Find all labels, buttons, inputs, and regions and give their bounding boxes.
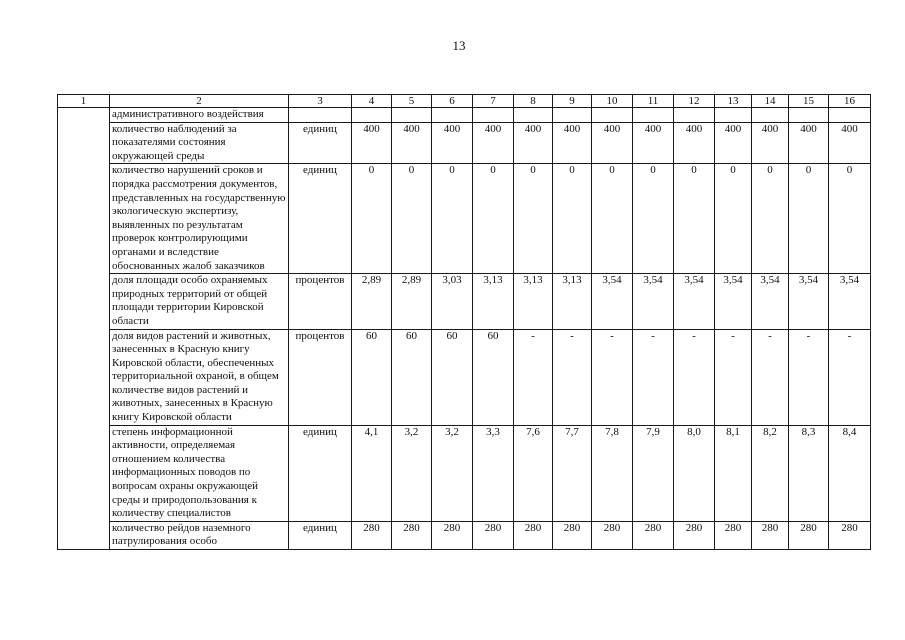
column-header: 12 <box>674 95 715 108</box>
column-header: 15 <box>789 95 829 108</box>
value-cell: 0 <box>674 164 715 274</box>
table-row <box>58 164 871 274</box>
value-cell: - <box>633 329 674 425</box>
value-cell: 0 <box>789 164 829 274</box>
column-header: 1 <box>58 95 110 108</box>
column-header: 6 <box>432 95 473 108</box>
column-header: 7 <box>473 95 514 108</box>
value-cell: 3,54 <box>752 274 789 329</box>
value-cell: - <box>592 329 633 425</box>
indicator-label: количество рейдов наземного патрулирования особо <box>110 521 289 549</box>
value-cell: 0 <box>829 164 871 274</box>
value-cell: 280 <box>553 521 592 549</box>
value-cell: 400 <box>633 122 674 164</box>
value-cell: 400 <box>752 122 789 164</box>
column-header: 8 <box>514 95 553 108</box>
value-cell: 280 <box>752 521 789 549</box>
table-row <box>58 329 871 425</box>
table-row <box>58 425 871 521</box>
value-cell: 3,54 <box>789 274 829 329</box>
value-cell: 280 <box>392 521 432 549</box>
value-cell: 3,13 <box>514 274 553 329</box>
value-cell: - <box>514 329 553 425</box>
value-cell: 280 <box>829 521 871 549</box>
indicator-label: доля площади особо охраняемых природных территорий от общей площади территории Кировской области <box>110 274 289 329</box>
value-cell: 0 <box>473 164 514 274</box>
value-cell: 3,54 <box>633 274 674 329</box>
value-cell: 2,89 <box>392 274 432 329</box>
value-cell: 280 <box>633 521 674 549</box>
unit-cell: единиц <box>289 122 352 164</box>
value-cell: 0 <box>633 164 674 274</box>
value-cell: - <box>553 329 592 425</box>
table-row <box>58 122 871 164</box>
page-number: 13 <box>452 38 466 53</box>
value-cell: 8,0 <box>674 425 715 521</box>
value-cell: 3,13 <box>553 274 592 329</box>
indicator-table <box>57 94 871 550</box>
value-cell: 400 <box>352 122 392 164</box>
value-cell: 0 <box>392 164 432 274</box>
column-header: 9 <box>553 95 592 108</box>
unit-cell: единиц <box>289 425 352 521</box>
value-cell: 0 <box>352 164 392 274</box>
value-cell: 400 <box>592 122 633 164</box>
unit-cell: процентов <box>289 274 352 329</box>
column-header: 4 <box>352 95 392 108</box>
column-number-row <box>58 95 871 108</box>
value-cell: 400 <box>829 122 871 164</box>
value-cell: 400 <box>674 122 715 164</box>
value-cell: 280 <box>473 521 514 549</box>
column-header: 11 <box>633 95 674 108</box>
column-header: 16 <box>829 95 871 108</box>
value-cell: 7,7 <box>553 425 592 521</box>
value-cell: 8,2 <box>752 425 789 521</box>
value-cell: 3,2 <box>432 425 473 521</box>
value-cell: 0 <box>715 164 752 274</box>
value-cell: 400 <box>789 122 829 164</box>
value-cell: 60 <box>473 329 514 425</box>
value-cell: 3,2 <box>392 425 432 521</box>
value-cell: 0 <box>553 164 592 274</box>
table-row <box>58 521 871 549</box>
value-cell: - <box>715 329 752 425</box>
value-cell: 280 <box>514 521 553 549</box>
value-cell: 400 <box>432 122 473 164</box>
value-cell: 7,6 <box>514 425 553 521</box>
unit-cell: процентов <box>289 329 352 425</box>
indicator-label: степень информационной активности, определяемая отношением количества информационных поводов по вопросам охраны окружающей среды и природопользования к количеству специалистов <box>110 425 289 521</box>
unit-cell: единиц <box>289 521 352 549</box>
value-cell: - <box>674 329 715 425</box>
value-cell: 280 <box>592 521 633 549</box>
column-header: 13 <box>715 95 752 108</box>
column-header: 3 <box>289 95 352 108</box>
indicator-label: количество наблюдений за показателями состояния окружающей среды <box>110 122 289 164</box>
value-cell: 3,03 <box>432 274 473 329</box>
continuation-label: административного воздействия <box>110 108 289 123</box>
value-cell: 3,54 <box>715 274 752 329</box>
value-cell: 60 <box>352 329 392 425</box>
column-header: 5 <box>392 95 432 108</box>
value-cell: - <box>752 329 789 425</box>
section-number-cell <box>58 108 110 550</box>
value-cell: 8,1 <box>715 425 752 521</box>
value-cell: 3,54 <box>829 274 871 329</box>
value-cell: 280 <box>352 521 392 549</box>
value-cell: 400 <box>553 122 592 164</box>
value-cell: 7,9 <box>633 425 674 521</box>
value-cell: 8,3 <box>789 425 829 521</box>
value-cell: 2,89 <box>352 274 392 329</box>
indicator-label: количество нарушений сроков и порядка рассмотрения документов, представленных на государственную экологическую экспертизу, выявленных по результатам проверок контролирующими органами и вследствие обоснованных жалоб заказчиков <box>110 164 289 274</box>
column-header: 2 <box>110 95 289 108</box>
value-cell: 3,3 <box>473 425 514 521</box>
continuation-row <box>58 108 871 123</box>
value-cell: 0 <box>432 164 473 274</box>
table-row <box>58 274 871 329</box>
value-cell: 8,4 <box>829 425 871 521</box>
value-cell: 0 <box>514 164 553 274</box>
column-header: 10 <box>592 95 633 108</box>
value-cell: 3,54 <box>592 274 633 329</box>
indicator-label: доля видов растений и животных, занесенных в Красную книгу Кировской области, обеспеченных территориальной охраной, в общем количестве видов растений и животных, занесенных в Красную книгу Кировской области <box>110 329 289 425</box>
unit-cell: единиц <box>289 164 352 274</box>
value-cell: 0 <box>752 164 789 274</box>
value-cell: 280 <box>789 521 829 549</box>
value-cell: 3,54 <box>674 274 715 329</box>
value-cell: 400 <box>392 122 432 164</box>
value-cell: 400 <box>514 122 553 164</box>
value-cell: 280 <box>715 521 752 549</box>
value-cell: 280 <box>674 521 715 549</box>
value-cell: 3,13 <box>473 274 514 329</box>
value-cell: 60 <box>432 329 473 425</box>
value-cell: 4,1 <box>352 425 392 521</box>
value-cell: - <box>789 329 829 425</box>
value-cell: 280 <box>432 521 473 549</box>
value-cell: 0 <box>592 164 633 274</box>
value-cell: 400 <box>473 122 514 164</box>
value-cell: - <box>829 329 871 425</box>
column-header: 14 <box>752 95 789 108</box>
value-cell: 400 <box>715 122 752 164</box>
value-cell: 60 <box>392 329 432 425</box>
value-cell: 7,8 <box>592 425 633 521</box>
